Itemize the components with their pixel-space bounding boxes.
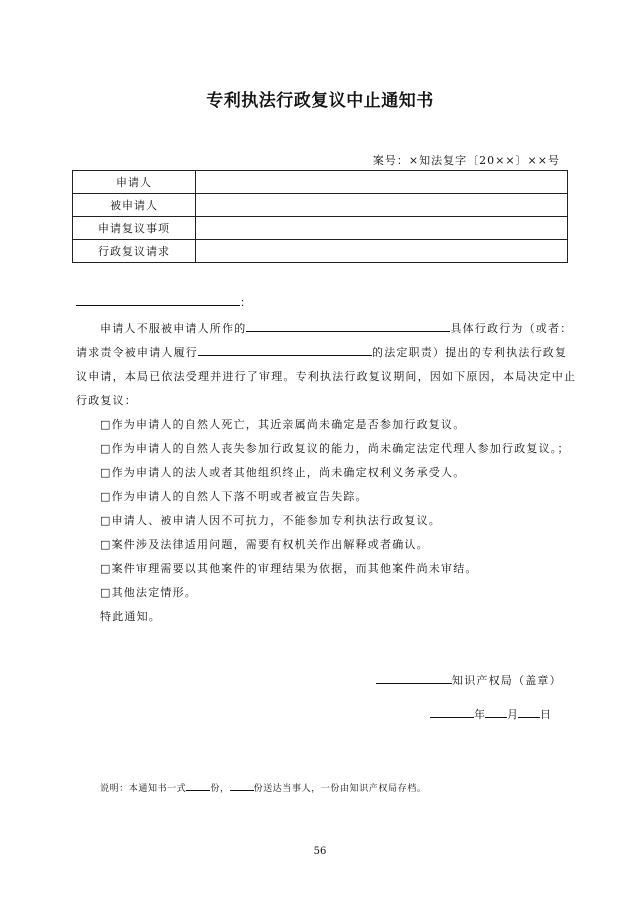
table-row xyxy=(73,217,568,240)
seal-line xyxy=(376,672,562,688)
note-text-b: 份， xyxy=(210,784,230,794)
note-line xyxy=(100,781,426,794)
month-label: 月 xyxy=(507,708,518,721)
addressee-line xyxy=(76,294,572,310)
option-item: □作为申请人的自然人丧失参加行政复议的能力，尚未确定法定代理人参加行政复议。； xyxy=(100,442,570,455)
case-info-table xyxy=(72,170,568,263)
day-blank xyxy=(518,706,540,718)
case-number: 案号：×知法复字〔20××〕××号 xyxy=(372,154,560,167)
day-label: 日 xyxy=(540,708,551,721)
action-blank xyxy=(246,320,450,332)
duty-blank xyxy=(198,344,372,356)
document-title: 专利执法行政复议中止通知书 xyxy=(206,91,434,111)
paragraph-line-4: 行政复议： xyxy=(76,394,137,407)
seal-text: 知识产权局（盖章） xyxy=(452,674,562,687)
copies-blank xyxy=(186,781,210,791)
table-label: 申请人 xyxy=(73,171,196,194)
table-value xyxy=(196,217,568,240)
date-line xyxy=(430,706,551,722)
option-item: □其他法定情形。 xyxy=(100,586,197,599)
paragraph-line-2 xyxy=(76,344,572,360)
option-item: □作为申请人的法人或者其他组织终止，尚未确定权利义务承受人。 xyxy=(100,466,466,479)
para1-text-a: 申请人不服被申请人所作的 xyxy=(100,322,247,335)
table-label: 被申请人 xyxy=(73,194,196,217)
addressee-blank xyxy=(76,294,240,306)
served-blank xyxy=(230,781,254,791)
option-item: □作为申请人的自然人死亡，其近亲属尚未确定是否参加行政复议。 xyxy=(100,418,466,431)
table-label: 行政复议请求 xyxy=(73,240,196,263)
closing-text: 特此通知。 xyxy=(100,610,161,623)
table-value xyxy=(196,240,568,263)
para2-text-a: 请求责令被申请人履行 xyxy=(76,346,198,359)
note-text-a: 说明：本通知书一式 xyxy=(100,784,187,794)
table-label: 申请复议事项 xyxy=(73,217,196,240)
para2-text-b: 的法定职责）提出的专利执法行政复 xyxy=(372,346,568,359)
year-label: 年 xyxy=(474,708,485,721)
paragraph-line-1 xyxy=(100,320,596,336)
para1-text-b: 具体行政行为（或者： xyxy=(450,322,573,335)
year-blank xyxy=(430,706,474,718)
table-row xyxy=(73,171,568,194)
table-value xyxy=(196,194,568,217)
month-blank xyxy=(485,706,507,718)
addressee-colon: ： xyxy=(240,296,253,309)
option-item: □申请人、被申请人因不可抗力，不能参加专利执法行政复议。 xyxy=(100,514,441,527)
option-item: □案件涉及法律适用问题，需要有权机关作出解释或者确认。 xyxy=(100,538,429,551)
option-item: □作为申请人的自然人下落不明或者被宣告失踪。 xyxy=(100,490,368,503)
table-row xyxy=(73,194,568,217)
note-text-c: 份送达当事人，一份由知识产权局存档。 xyxy=(253,784,427,794)
table-value xyxy=(196,171,568,194)
option-item: □案件审理需要以其他案件的审理结果为依据，而其他案件尚未审结。 xyxy=(100,562,478,575)
page-number: 56 xyxy=(313,846,327,857)
seal-blank xyxy=(376,672,452,684)
table-row xyxy=(73,240,568,263)
paragraph-line-3: 议申请，本局已依法受理并进行了审理。专利执法行政复议期间，因如下原因，本局决定中止 xyxy=(76,370,577,383)
